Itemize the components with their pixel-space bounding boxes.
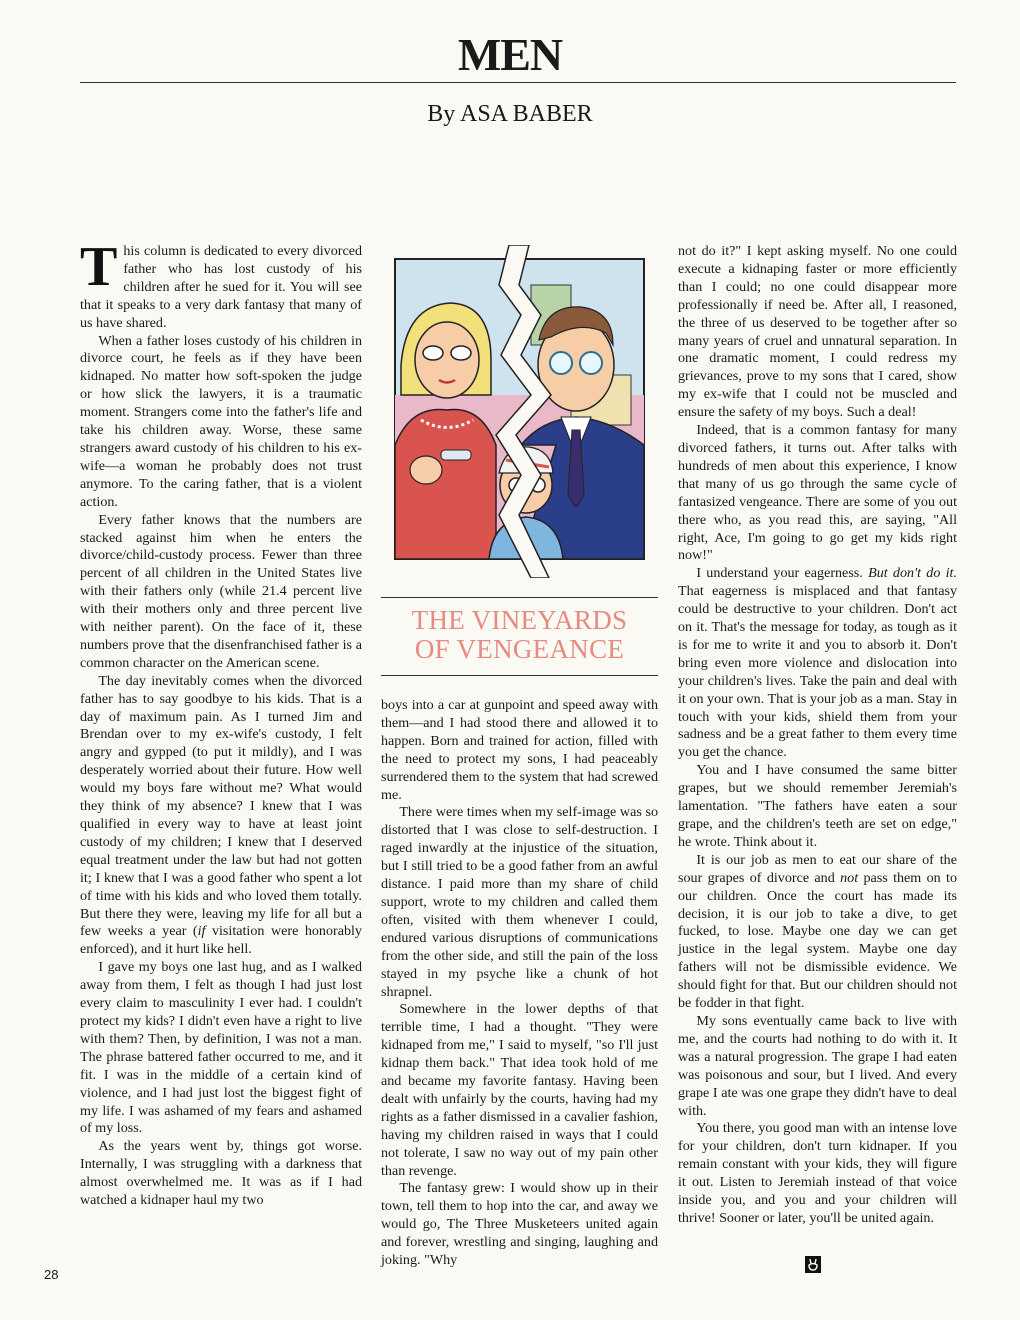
paragraph-text: That eagerness is misplaced and that fantasy could be destructive to your children. Don't act on it. That's the message for today, as tough as it is for me to write it and you to absorb it. Don't bring even more violence and dislocation into your children's lives. Take the pain and deal with it on your own. That is your job as a man. Stay in touch with your kids, shield them from your sadness and be a great father to them every time you get the chance. (678, 583, 957, 761)
paragraph (80, 236, 362, 333)
paragraph-text: I understand your eagerness. (696, 565, 869, 582)
family-illustration (381, 245, 658, 578)
section-title: MEN (457, 29, 563, 80)
emphasis: if (197, 923, 206, 940)
headline-rule-top (381, 597, 658, 598)
paragraph-text: his column is dedicated to every divorced father who has lost custody of his children after he sued for it. You will see that it speaks to a very dark fantasy that many of us have shared. (80, 243, 362, 331)
page-number: 28 (44, 1267, 59, 1282)
end-mark-icon (805, 1256, 821, 1273)
paragraph-text: pass them on to our children. Once the court has made its decision, it is our job to take a dive, to get fucked, to lose. Maybe one day we can get justice in the legal system. Maybe one day fathers will not be dismissible evidence. We should fight for that. But our children should not be fodder in that fight. (678, 869, 957, 1012)
paragraph (80, 673, 362, 960)
article-headline (381, 606, 658, 664)
article-column-2 (381, 697, 658, 1270)
paragraph: Indeed, that is a common fantasy for many divorced fathers, it turns out. After talks with hundreds of men about this experience, I know that many of us go through the same cycle of fantasized vengeance. There are some of you out there who, as you read this, are saying, "All right, Ace, I'm going to go get my kids right now!" (678, 422, 957, 564)
paragraph: not do it?" I kept asking myself. No one could execute a kidnaping faster or more efficiently than I could; no one could disappear more professionally if need be. After all, I reasoned, the three of us deserved to be together after so many years of cruel and unnatural separation. In one dramatic moment, I could redress my grievances, prove to my sons that I cared, show my ex-wife that I could not be muscled and ensure the safety of my boys. Such a deal! (678, 243, 957, 421)
paragraph: You and I have consumed the same bitter grapes, but we should remember Jeremiah's lamentation. "The fathers have eaten a sour grape, and the children's teeth are set on edge," he wrote. Think about it. (678, 762, 957, 850)
article-column-3 (678, 243, 957, 1228)
paragraph: boys into a car at gunpoint and speed away with them—and I had stood there and allowed it to happen. Born and trained for action, filled with the need to protect my sons, I had peaceably surrendered them to the system that had screwed me. (381, 697, 658, 803)
paragraph: As the years went by, things got worse. Internally, I was struggling with a darkness that almost overwhelmed me. It was as if I had watched a kidnaper haul my two (80, 1138, 362, 1209)
drop-cap: T (80, 236, 118, 298)
paragraph-text: The day inevitably comes when the divorced father has to say goodbye to his kids. That is a day of maximum pain. As I turned Jim and Brendan over to my ex-wife's custody, I felt angry and gypped (to put it mildly), and I was desperately worried about their future. How well would my boys fare without me? What would they think of my absence? I knew that I was qualified in every way to have at least joint custody of my children; I knew that I deserved equal treatment under the law but had not gotten it; I knew that I was a good father who spent a lot of time with his kids and who loved them totally. But there they were, leaving my life for all but a few weeks a year ( (80, 672, 362, 940)
emphasis: not (840, 869, 859, 886)
headline-rule-bottom (381, 675, 658, 676)
paragraph: When a father loses custody of his children in divorce court, he feels as if they have been kidnaped. No matter how soft-spoken the judge or how slick the lawyers, it is a traumatic moment. Strangers come into the father's life and take his children away. Worse, these same strangers award custody of his children to his ex-wife—a woman he probably does not trust anymore. To the caring father, that is a violent action. (80, 332, 362, 510)
headline-line: OF VENGEANCE (414, 634, 625, 664)
paragraph: There were times when my self-image was so distorted that I was close to self-destruction. I raged inwardly at the injustice of the situation, but I still tried to be a good father from an awful distance. I paid more than my share of child support, wrote to my children and called them often, visited with them whenever I could, endured various disruptions of communications from the other side, and still the pain of the loss stayed in my psyche like a chunk of hot shrapnel. (381, 804, 658, 1000)
paragraph: The fantasy grew: I would show up in their town, tell them to hop into the car, and away we would go, The Three Musketeers united again and forever, wrestling and singing, laughing and joking. "Why (381, 1180, 658, 1269)
paragraph-text: visitation were honorably enforced), and it hurt like hell. (80, 923, 362, 958)
byline: By ASA BABER (427, 101, 593, 127)
headline-line: THE VINEYARDS (411, 605, 628, 635)
paragraph (678, 852, 957, 1013)
paragraph: Somewhere in the lower depths of that terrible time, I had a thought. "They were kidnaped from me," I said to myself, "so I'll just kidnap them back." That idea took hold of me and became my favorite fantasy. Having been dealt with unfairly by the courts, having had my rights as a father dismissed in a cavalier fashion, having my children raised in ways that I could not tolerate, I saw no way out of my pain other than revenge. (381, 1001, 658, 1179)
paragraph: Every father knows that the numbers are stacked against him when he enters the divorce/child-custody process. Fewer than three percent of all children in the United States live with their fathers only (while 21.4 percent live with their mothers only and three percent live with neither parent). On the face of it, these numbers prove that the disenfranchised father is a common character on the American scene. (80, 511, 362, 671)
paragraph: My sons eventually came back to live with me, and the courts had nothing to do with it. It was a natural progression. The grape I had eaten was poisonous and sour, but I lived. And every grape I ate was one grape they didn't have to deal with. (678, 1012, 957, 1119)
emphasis: But don't do it. (868, 565, 957, 582)
paragraph: You there, you good man with an intense love for your children, don't turn kidnaper. If you remain constant with your kids, they will figure it out. Listen to Jeremiah instead of that voice inside you, and you and your children will thrive! Sooner or later, you'll be united again. (678, 1120, 957, 1226)
header-rule (80, 82, 956, 83)
paragraph: I gave my boys one last hug, and as I walked away from them, I felt as though I had just lost every claim to masculinity I ever had. I couldn't protect my kids? I didn't even have a right to live with them? Then, by definition, I was not a man. The phrase battered father occurred to me, and it fit. I was in the middle of a certain kind of violence, and I had just lost the biggest fight of my life. I was ashamed of my fears and ashamed of my loss. (80, 959, 362, 1137)
paragraph (678, 565, 957, 762)
paragraph-text: It is our job as men to eat our share of the sour grapes of divorce and (678, 851, 957, 886)
article-column-1 (80, 236, 362, 1210)
